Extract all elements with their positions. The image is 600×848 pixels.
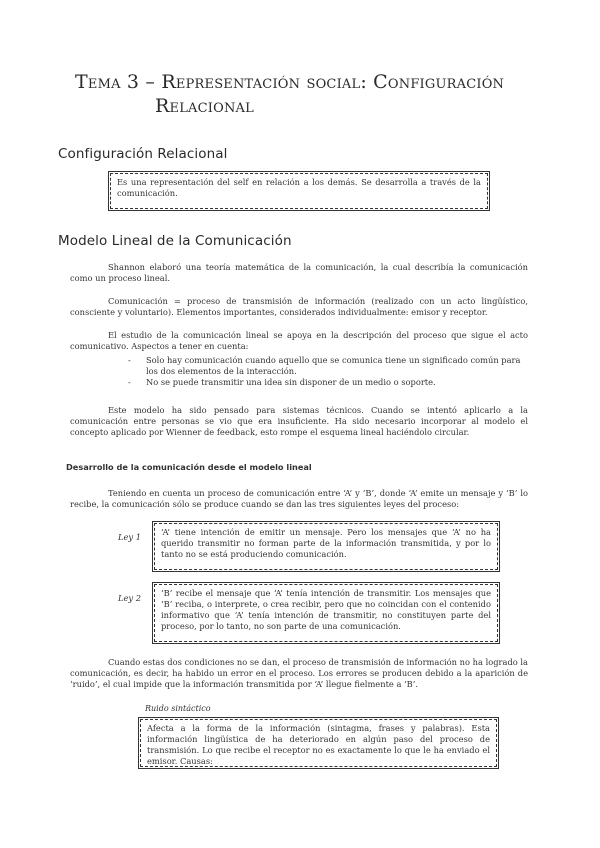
definition-box <box>110 173 488 209</box>
list-item: - No se puede transmitir una idea sin disponer de un medio o soporte. <box>128 377 436 387</box>
definition-text: Es una representación del self en relación a los demás. Se desarrolla a través de la comunicación. <box>117 177 481 198</box>
law-2-label: Ley 2 <box>118 593 142 603</box>
law-1-box <box>154 523 498 570</box>
heading-configuracion-relacional: Configuración Relacional <box>58 146 228 162</box>
law-2-box <box>154 584 498 642</box>
paragraph-shannon: Shannon elaboró una teoría matemática de la comunicación, la cual describía la comunicación como un proceso lineal. <box>70 262 528 283</box>
paragraph-comunicacion: Comunicación = proceso de transmisión de información (realizado con un acto lingüístico, consciente y voluntario). Elementos importantes, considerados individualmente: emisor y receptor. <box>70 296 528 317</box>
title-line-2: Relacional <box>155 95 254 117</box>
paragraph-proceso-ab: Teniendo en cuenta un proceso de comunicación entre ‘A’ y ‘B’, donde ‘A’ emite un mensaje y ‘B’ lo recibe, la comunicación sólo se produce cuando se dan las tres siguientes leyes del proceso: <box>70 488 528 509</box>
paragraph-errores-ruido: Cuando estas dos condiciones no se dan, el proceso de transmisión de información no ha logrado la comunicación, es decir, ha habido un error en el proceso. Los errores se producen debido a la aparición de ‘ruido’, el cual impide que la información transmitida por ‘A’ llegue fielmente a ‘B’. <box>70 657 528 689</box>
paragraph-modelo-sistemas: Este modelo ha sido pensado para sistemas técnicos. Cuando se intentó aplicarlo a la comunicación entre personas se vio que era insuficiente. Ha sido necesario incorporar al modelo el concepto aplicado por Wienner de feedback, esto rompe el esquema lineal haciéndolo circular. <box>70 405 528 437</box>
heading-modelo-lineal: Modelo Lineal de la Comunicación <box>58 233 292 249</box>
list-item: - Solo hay comunicación cuando aquello que se comunica tiene un significado común para los dos elementos de la interacción. <box>128 355 521 376</box>
law-2-text: ‘B’ recibe el mensaje que ‘A’ tenía intención de transmitir. Los mensajes que ‘B’ reciba, o interprete, o crea recibir, pero que no coincidan con el contenido informativo que ‘A’ tenía intención de transmitir, no constituyen parte del proceso, por lo tanto, no son parte de una comunicación. <box>161 588 491 631</box>
law-1-label: Ley 1 <box>118 532 142 542</box>
law-1-text: ‘A’ tiene intención de emitir un mensaje. Pero los mensajes que ‘A’ no ha querido transmitir no forman parte de la información transmitida, y por lo tanto no se está produciendo comunicación. <box>161 527 491 559</box>
title-line-1: Tema 3 – Representación social: Configuración <box>75 71 505 93</box>
ruido-sintactico-text: Afecta a la forma de la información (sintagma, frases y palabras). Esta información lingüística de ha deteriorado en algún paso del proceso de transmisión. Lo que recibe el receptor no es exactamente lo que le ha enviado el emisor. Causas: <box>147 723 490 766</box>
document-title <box>75 70 545 118</box>
aspects-list <box>128 355 528 388</box>
heading-desarrollo-comunicacion: Desarrollo de la comunicación desde el modelo lineal <box>66 462 312 472</box>
ruido-sintactico-label: Ruido sintáctico <box>145 704 211 713</box>
ruido-sintactico-box <box>140 719 497 767</box>
paragraph-estudio: El estudio de la comunicación lineal se apoya en la descripción del proceso que sigue el acto comunicativo. Aspectos a tener en cuenta: <box>70 330 528 351</box>
